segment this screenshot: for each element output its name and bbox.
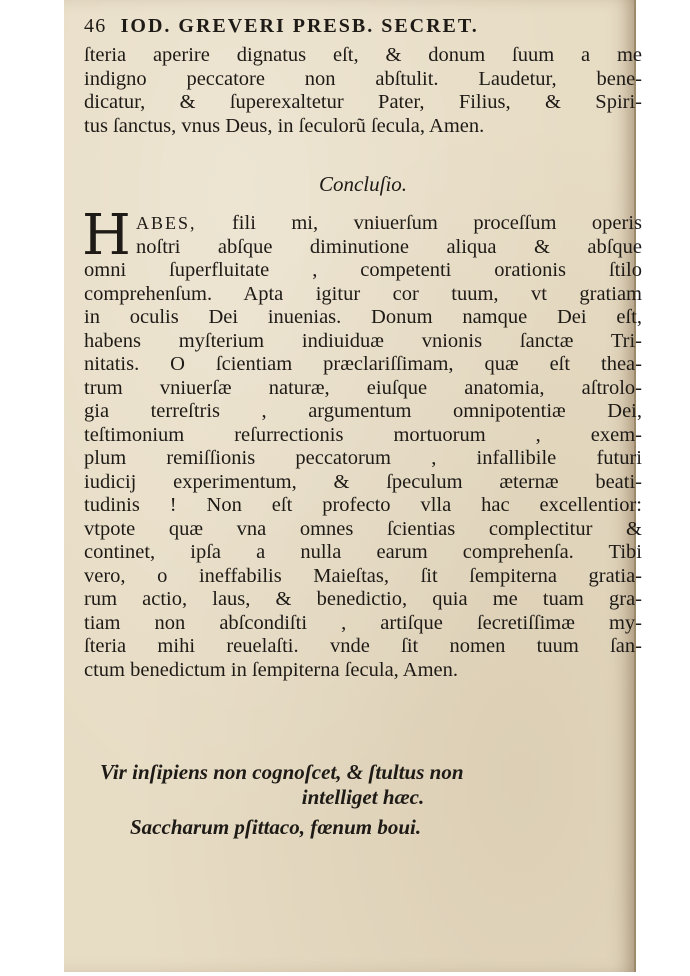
- section-heading: Concluſio.: [318, 172, 408, 196]
- text-line: omni ſuperfluitate , competenti orationis ſtilo: [84, 259, 642, 281]
- motto-line-2: intelliget hæc.: [301, 785, 425, 809]
- text-line: ſteria aperire dignatus eſt, & donum ſuum a me: [84, 44, 642, 66]
- motto-line-3: Saccharum pſittaco, fœnum boui.: [130, 815, 422, 839]
- opening-paragraph: [84, 44, 642, 138]
- text-line: ABES, fili mi, vniuerſum proceſſum operis: [136, 212, 642, 234]
- motto-line-1: Vir inſipiens non cognoſcet, & ſtultus non: [100, 760, 464, 784]
- text-line: tiam non abſcondiſti , artiſque ſecretiſſimæ my-: [84, 611, 642, 634]
- text-line: comprehenſum. Apta igitur cor tuum, vt gratiam: [84, 282, 642, 305]
- drop-capital: H: [82, 203, 131, 268]
- first-word: ABES,: [136, 213, 197, 233]
- text-line: dicatur, & ſuperexaltetur Pater, Filius, & Spiri-: [84, 91, 642, 113]
- text-line: in oculis Dei inuenias. Donum namque Dei eſt,: [84, 306, 642, 328]
- text-line: continet, ipſa a nulla earum comprehenſa. Tibi: [84, 541, 642, 563]
- text-line: rum actio, laus, & benedictio, quia me tuam gra-: [84, 588, 642, 610]
- page-header: [84, 14, 642, 38]
- text-line: ſteria mihi reuelaſti. vnde ſit nomen tuum ſan-: [84, 635, 642, 657]
- text-line: tudinis ! Non eſt profecto vlla hac excellentior:: [84, 494, 642, 516]
- running-title: IOD. GREVERI PRESB. SECRET.: [120, 15, 479, 37]
- text-line: noſtri abſque diminutione aliqua & abſque: [136, 235, 642, 258]
- text-line: iudicij experimentum, & ſpeculum æternæ beati-: [84, 470, 642, 493]
- text-line: ctum benedictum in ſempiterna ſecula, Amen.: [84, 658, 459, 681]
- text-line: vtpote quæ vna omnes ſcientias complectitur &: [84, 517, 642, 540]
- text-line: teſtimonium reſurrectionis mortuorum , exem-: [84, 423, 642, 446]
- text-line: trum vniuerſæ naturæ, eiuſque anatomia, aſtrolo-: [84, 376, 642, 399]
- text-line: plum remiſſionis peccatorum , infallibile futuri: [84, 447, 642, 469]
- text-line: habens myſterium indiuiduæ vnionis ſanctæ Tri-: [84, 329, 642, 352]
- show-through-text: [164, 146, 574, 167]
- page-number: 46: [84, 15, 107, 37]
- text-line: nitatis. O ſcientiam præclariſſimam, quæ eſt thea-: [84, 353, 642, 375]
- text-line: vero, o ineffabilis Maieſtas, ſit ſempiterna gratia-: [84, 564, 642, 587]
- text-line: indigno peccatore non abſtulit. Laudetur, bene-: [84, 67, 642, 90]
- text-line: tus ſanctus, vnus Deus, in ſeculorũ ſecula, Amen.: [84, 114, 485, 137]
- text-line: gia terreſtris , argumentum omnipotentiæ Dei,: [84, 400, 642, 422]
- conclusion-paragraph: [82, 203, 642, 682]
